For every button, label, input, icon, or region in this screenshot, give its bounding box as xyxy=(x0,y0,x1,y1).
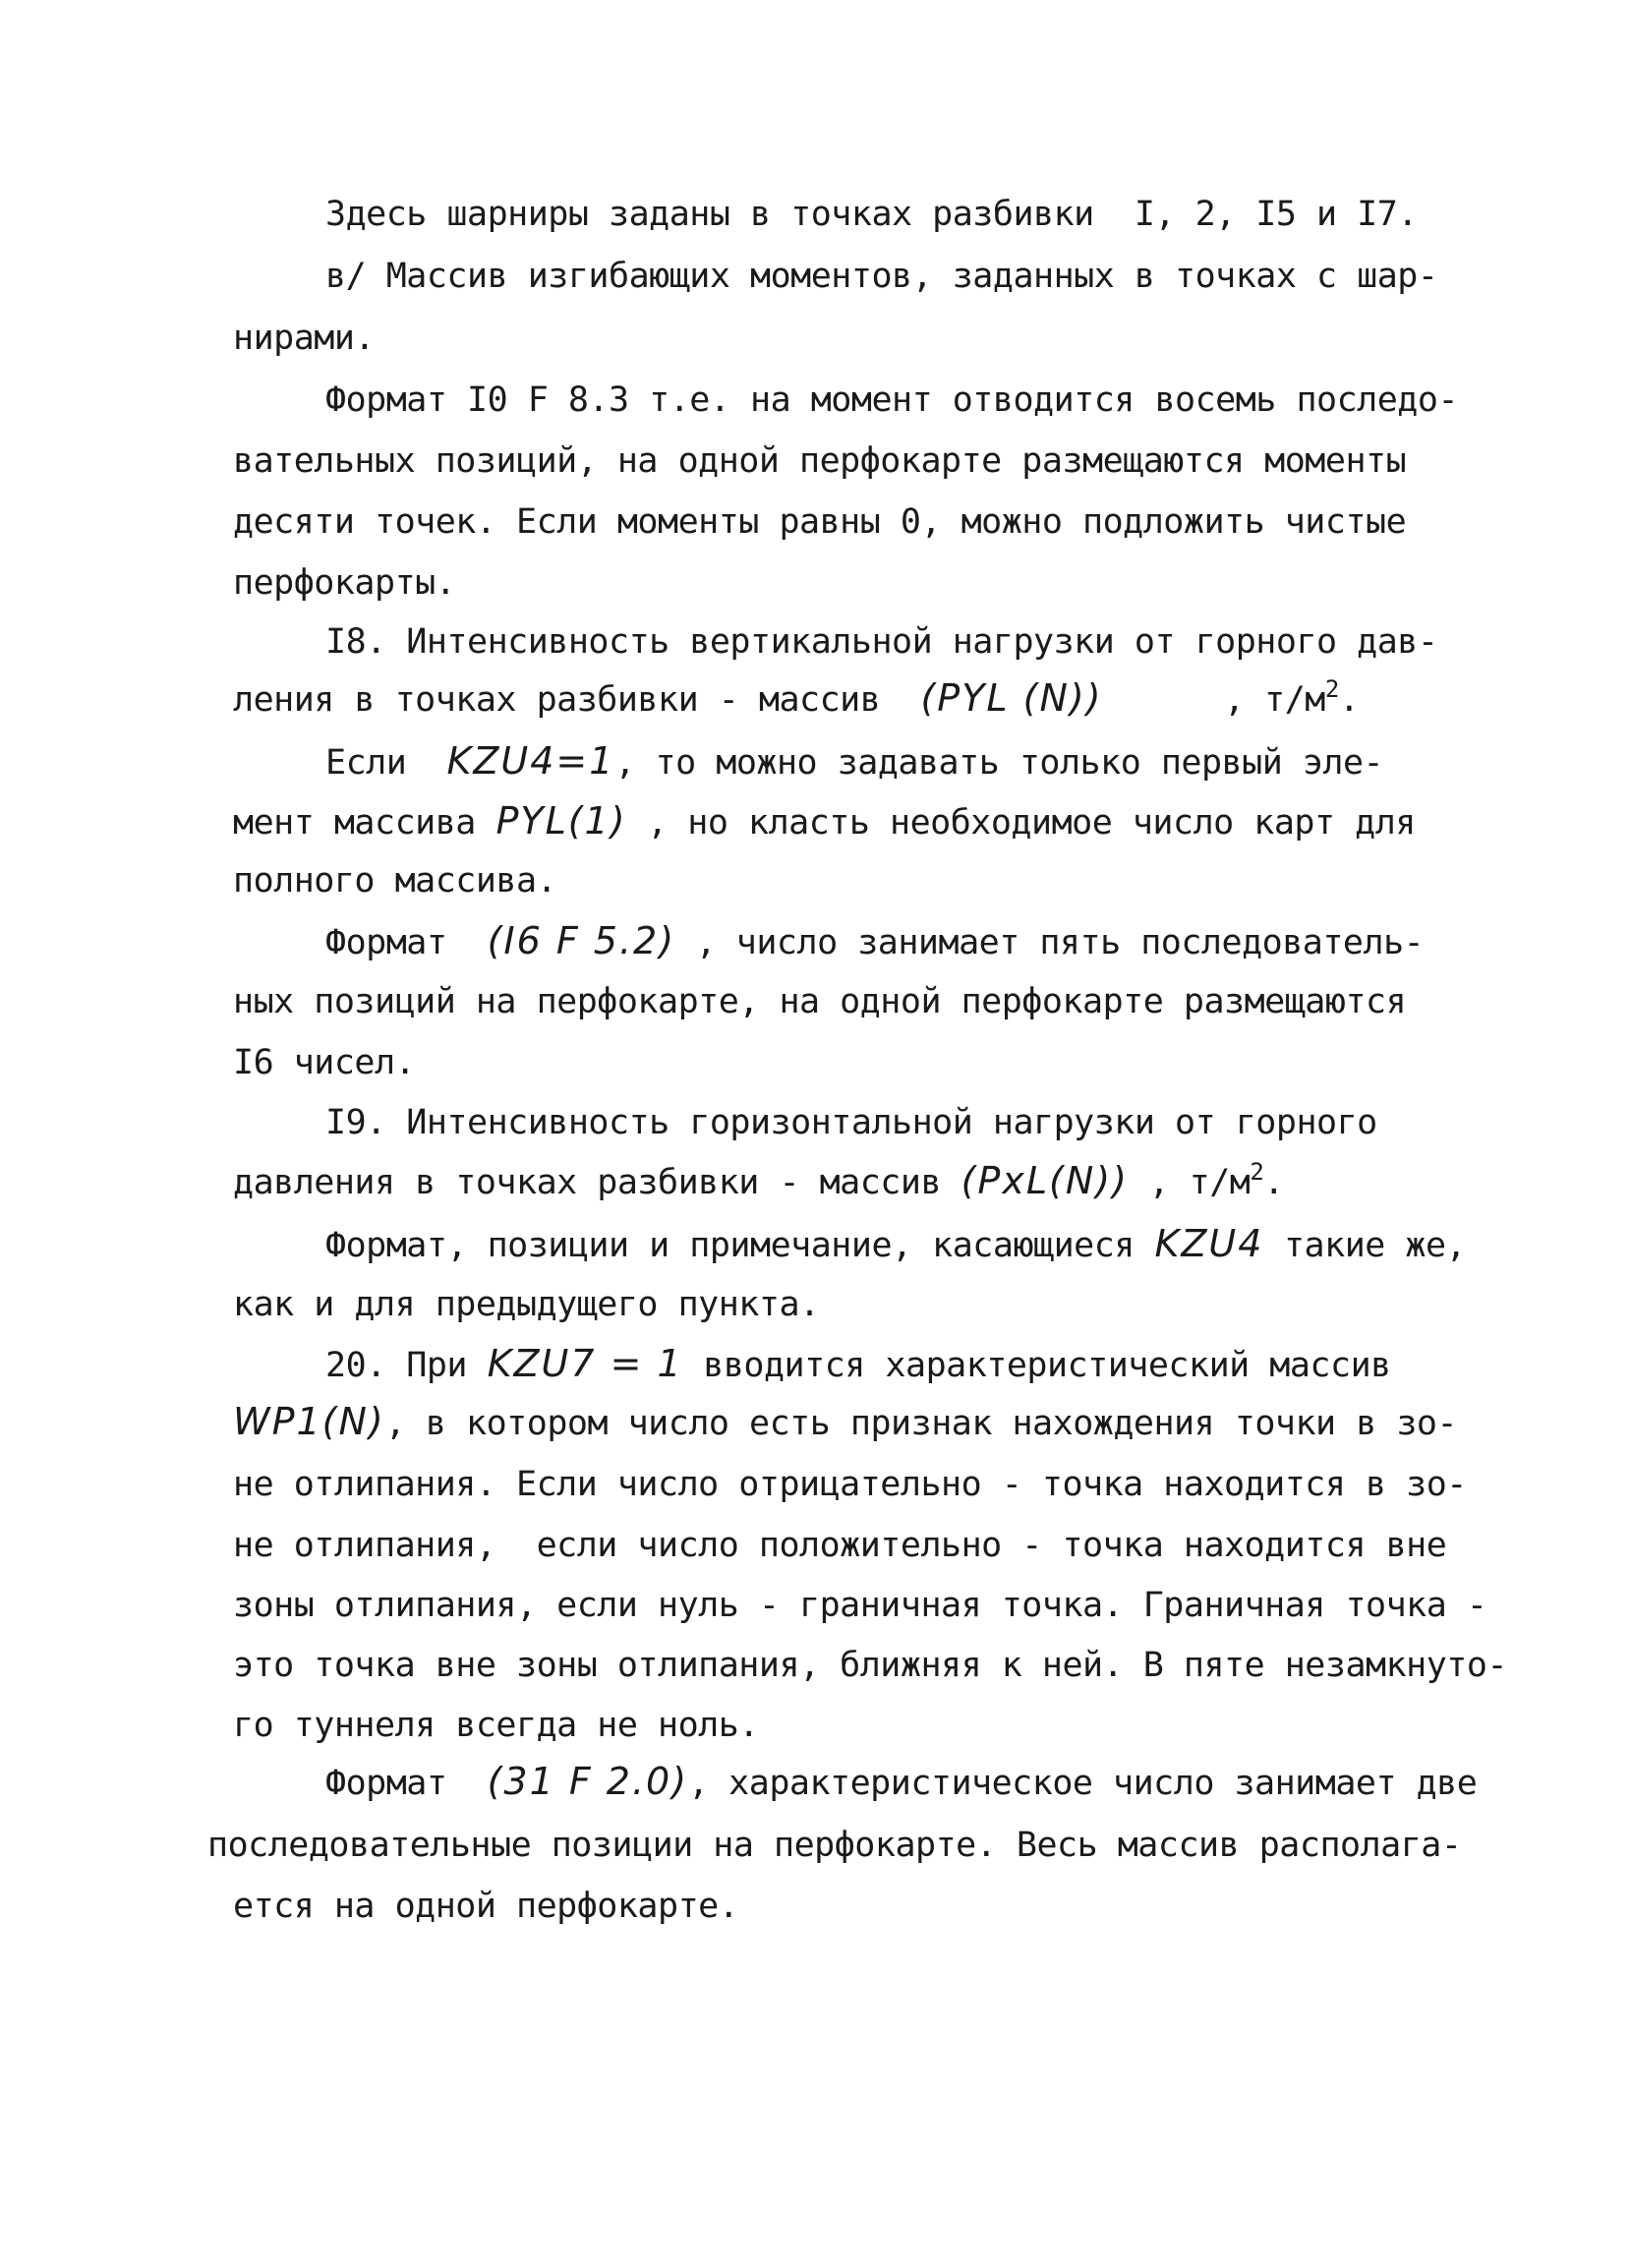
typed-text: Если xyxy=(325,743,447,783)
text-line xyxy=(233,799,1416,844)
handwritten-formula: (PxL(N)) xyxy=(961,1159,1129,1202)
handwritten-formula: KZU4=1 xyxy=(446,739,615,783)
typed-text: го туннеля всегда не ноль. xyxy=(233,1706,759,1745)
text-line xyxy=(233,1159,1284,1207)
text-line xyxy=(325,378,1458,422)
text-line xyxy=(325,1342,1391,1387)
text-line xyxy=(325,255,1437,298)
typed-text: , т/м xyxy=(1128,1163,1251,1202)
text-line xyxy=(233,561,455,605)
text-line xyxy=(325,919,1424,964)
text-line xyxy=(233,1584,1486,1627)
typed-text: мент массива xyxy=(233,803,496,843)
typed-text: десяти точек. Если моменты равны 0, можно подложить чистые xyxy=(233,502,1407,542)
typed-text: , то можно задавать только первый эле- xyxy=(614,743,1384,783)
typed-text: Формат xyxy=(325,1764,488,1803)
typed-text: Формат I0 F 8.3 т.е. на момент отводится восемь последо- xyxy=(325,380,1459,420)
handwritten-formula: (PYL (N)) xyxy=(920,676,1103,720)
text-line xyxy=(233,676,1359,725)
typed-text: ных позиций на перфокарте, на одной перфокарте размещаются xyxy=(233,982,1407,1021)
typed-text: Формат, позиции и примечание, касающиеся xyxy=(325,1226,1155,1265)
typed-text: как и для предыдущего пункта. xyxy=(233,1285,820,1324)
typed-text: . xyxy=(1338,680,1360,720)
typed-text: нирами. xyxy=(233,319,376,358)
typed-text: это точка вне зоны отлипания, ближняя к ней. В пяте незамкнуто- xyxy=(233,1646,1508,1685)
text-line xyxy=(233,439,1406,483)
typed-text: ется на одной перфокарте. xyxy=(233,1887,739,1926)
typed-text: I6 чисел. xyxy=(233,1043,416,1082)
text-line xyxy=(325,620,1437,664)
typed-text: вательных позиций, на одной перфокарте размещаются моменты xyxy=(233,441,1407,481)
typed-text: , т/м xyxy=(1102,680,1325,720)
text-line xyxy=(207,1824,1461,1867)
typed-text: Здесь шарниры заданы в точках разбивки I, 2, I5 и I7. xyxy=(325,195,1418,234)
typed-text: , число занимает пять последователь- xyxy=(675,923,1425,962)
text-line xyxy=(233,1041,415,1084)
text-line xyxy=(233,1283,820,1326)
text-line xyxy=(325,1222,1466,1267)
handwritten-formula: (I6 F 5.2) xyxy=(487,919,676,962)
typed-text: последовательные позиции на перфокарте. Весь массив располага- xyxy=(207,1826,1462,1865)
text-line xyxy=(233,1400,1457,1445)
typed-text: давления в точках разбивки - массив xyxy=(233,1163,961,1202)
text-line xyxy=(233,1524,1446,1567)
typed-text: 20. При xyxy=(325,1346,488,1385)
typed-text: не отлипания, если число положительно - точка находится вне xyxy=(233,1526,1447,1565)
text-line xyxy=(325,739,1383,785)
text-line xyxy=(233,317,375,360)
text-line xyxy=(233,1644,1507,1687)
text-line xyxy=(325,1760,1477,1805)
text-line xyxy=(233,1885,738,1928)
typed-text: зоны отлипания, если нуль - граничная точка. Граничная точка - xyxy=(233,1586,1487,1625)
typed-text: , характеристическое число занимает две xyxy=(688,1764,1478,1803)
text-line xyxy=(325,1101,1377,1144)
typed-text: вводится характеристический массив xyxy=(682,1346,1391,1385)
typed-text: Формат xyxy=(325,923,488,962)
typed-text: в/ Массив изгибающих моментов, заданных в точках с шар- xyxy=(325,257,1438,296)
text-line xyxy=(233,980,1406,1023)
typed-text: . xyxy=(1263,1163,1284,1202)
typed-text: перфокарты. xyxy=(233,563,456,603)
text-line xyxy=(233,500,1406,544)
typed-text: , но класть необходимое число карт для xyxy=(626,803,1416,843)
handwritten-formula: KZU4 xyxy=(1154,1222,1264,1265)
text-line xyxy=(233,1704,759,1747)
typed-text: ления в точках разбивки - массив xyxy=(233,680,921,720)
handwritten-formula: KZU7 = 1 xyxy=(487,1342,683,1385)
superscript: 2 xyxy=(1324,675,1339,703)
typed-text: I9. Интенсивность горизонтальной нагрузки от горного xyxy=(325,1103,1377,1142)
handwritten-formula: (31 F 2.0) xyxy=(487,1760,689,1803)
handwritten-formula: PYL(1) xyxy=(495,799,627,843)
typed-text: I8. Интенсивность вертикальной нагрузки от горного дав- xyxy=(325,622,1438,662)
typed-text: полного массива. xyxy=(233,861,557,901)
typed-text: , в котором число есть признак нахождения точки в зо- xyxy=(384,1404,1458,1443)
text-line xyxy=(325,193,1418,236)
text-line xyxy=(233,859,556,902)
text-line xyxy=(233,1463,1467,1506)
handwritten-formula: WP1(N) xyxy=(233,1400,385,1443)
superscript: 2 xyxy=(1250,1158,1264,1186)
typed-text: не отлипания. Если число отрицательно - точка находится в зо- xyxy=(233,1465,1467,1504)
typed-text: такие же, xyxy=(1263,1226,1467,1265)
